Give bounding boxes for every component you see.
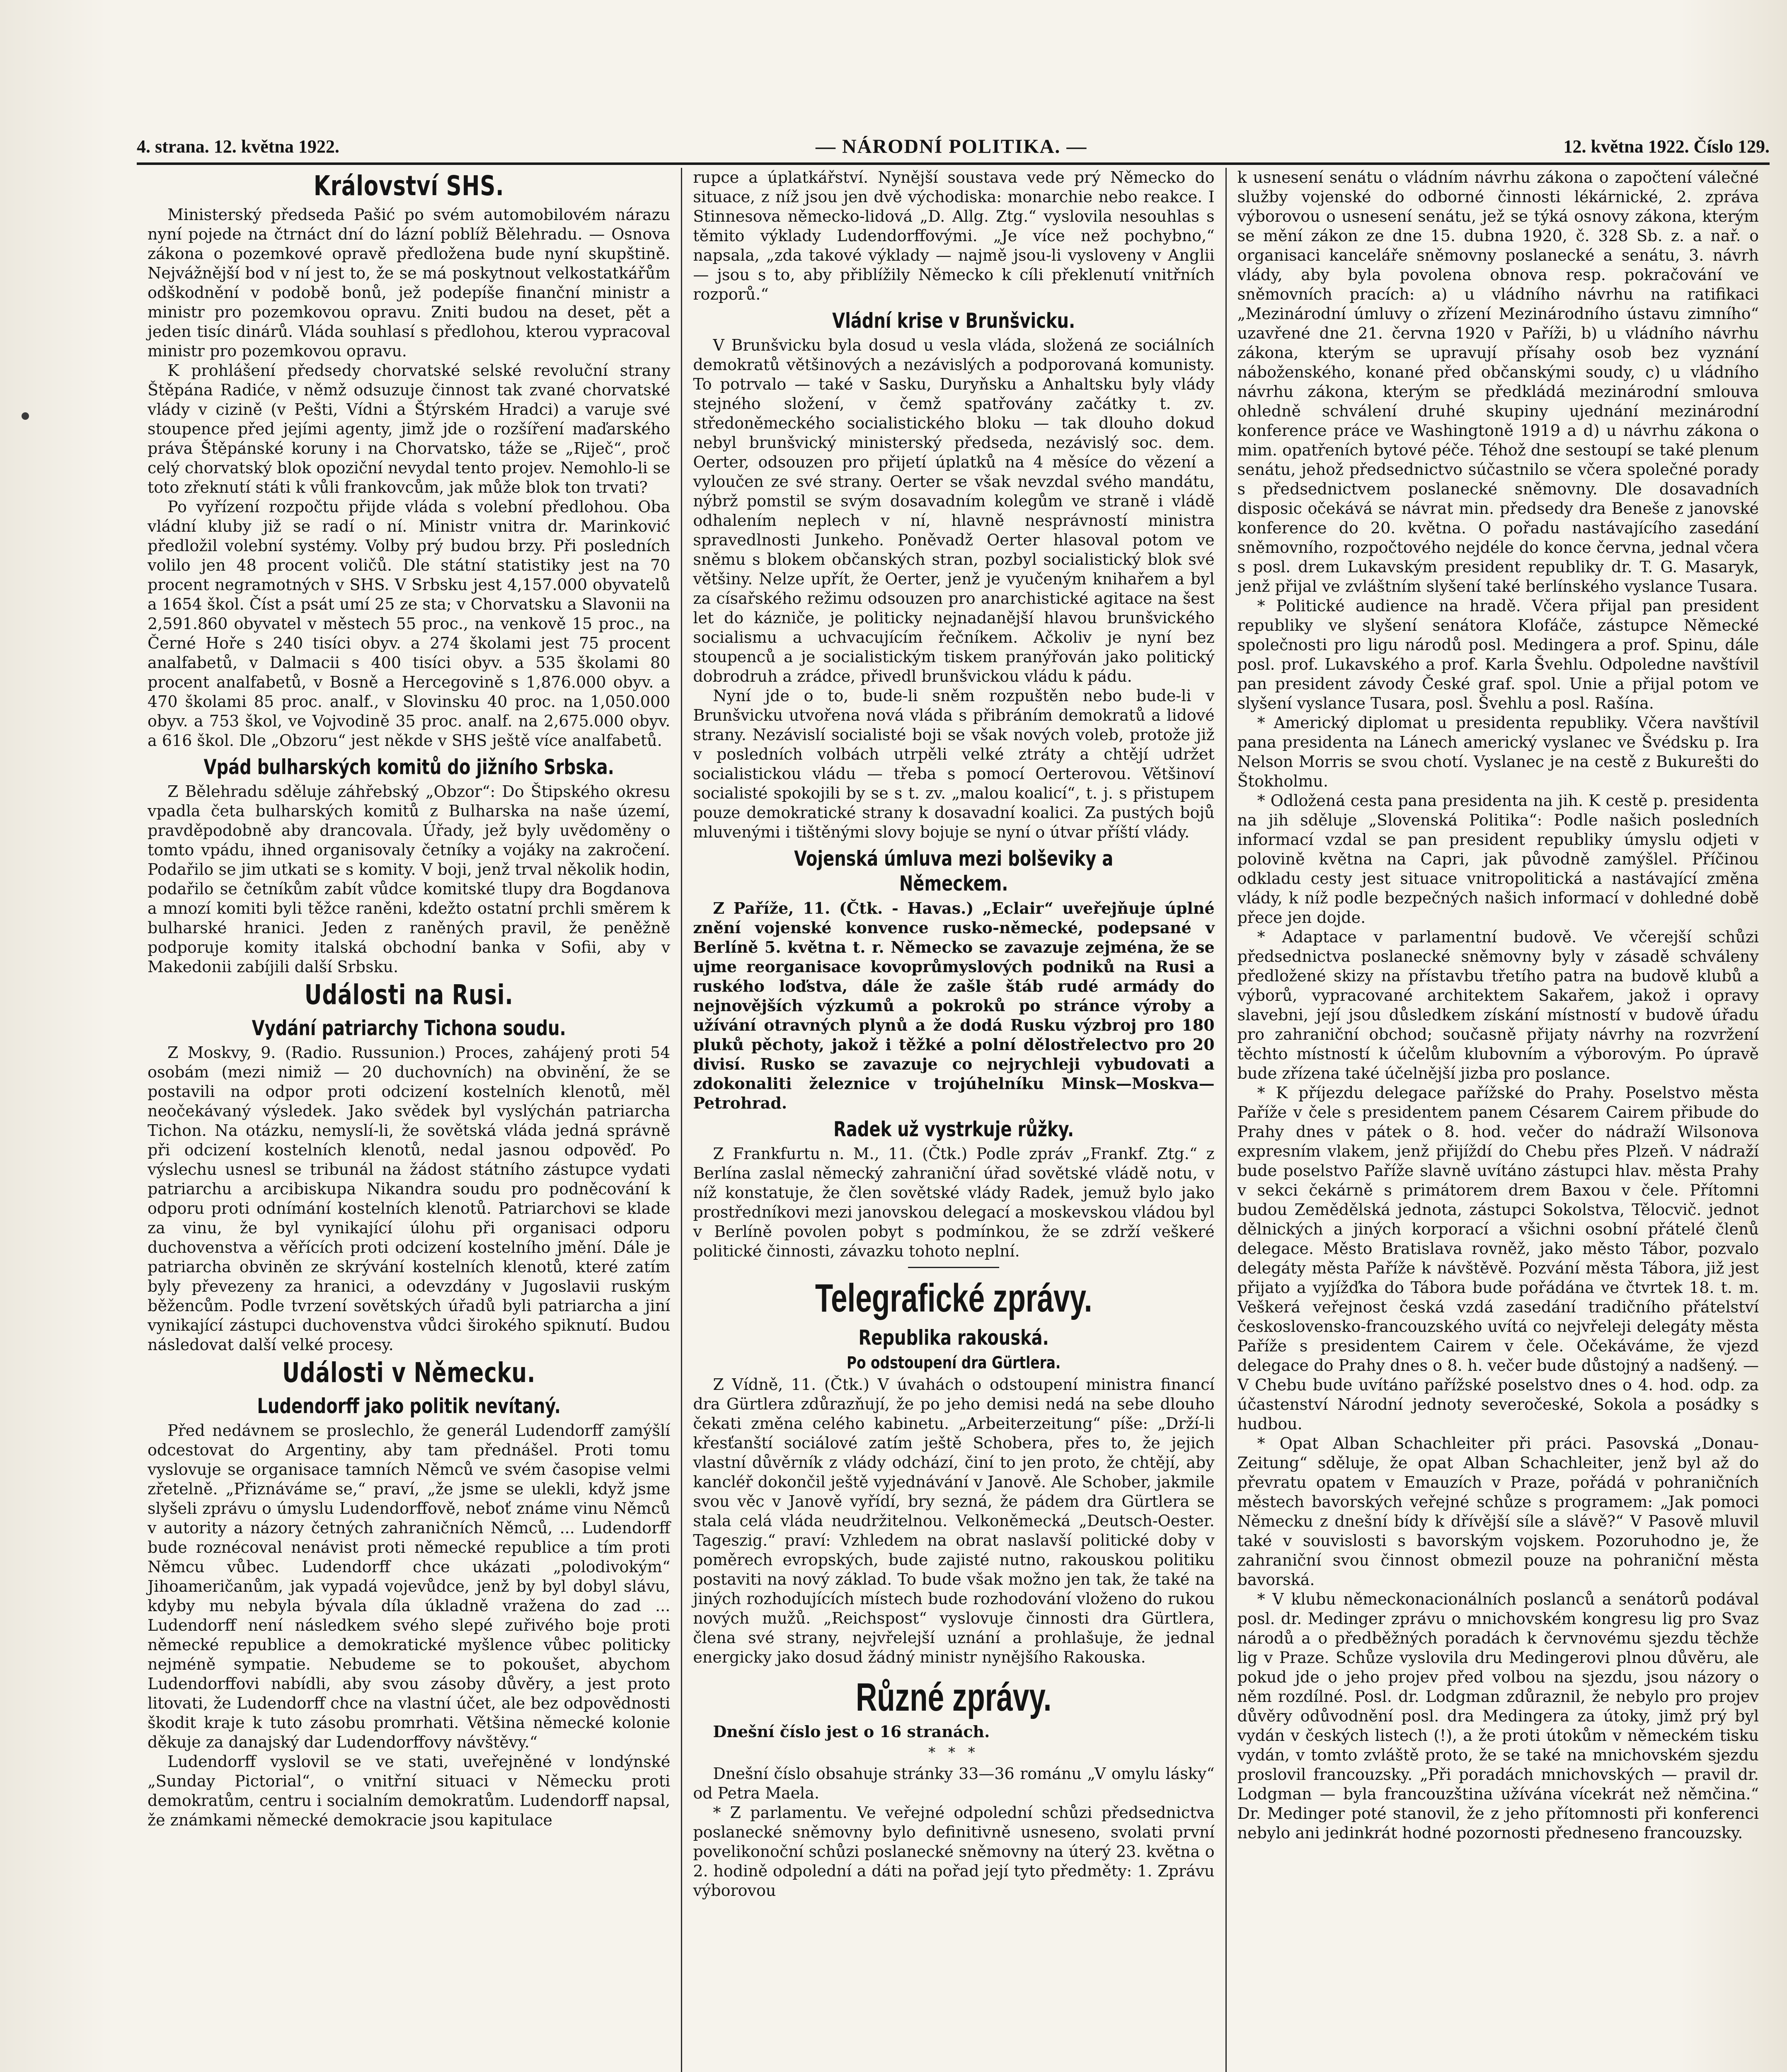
margin-mark <box>22 412 29 420</box>
article-paragraph: Z Vídně, 11. (Čtk.) V úvahách o odstoupení ministra financí dra Gürtlera zdůrazňují, že po jeho demisi nedá na sebe dlouho čekati změna celého kabinetu. „Arbeiterzeitung“ píše: „Drží-li křesťanští sociálové zatím ještě Schobera, přes to, že jejich vlastní důvěrník z vlády odchází, činí to jen proto, že chtějí, aby kancléř dokončil ještě vyjednávání v Janově. Ale Schober, jakmile svou věc v Janově vyřídí, bry sezná, že pádem dra Gürtlera se stala celá vláda neudržitelnou. Velkoněmecká „Deutsch-Oester. Tageszig.“ praví: Vzhledem na obrat naslavší politické doby v poměrech evropských, bude zajisté nutno, rakouskou politiku postaviti na nový základ. To bude však možno jen tak, že také na jiných rozhodujících místech bude rozhodování vloženo do rukou nových mužů. „Reichspost“ vyslovuje činnosti dra Gürtlera, člena své strany, nejvřelejší uznání a prohlašuje, že jednal energicky jako dosud žádný ministr nynějšího Rakouska. <box>693 1375 1215 1666</box>
columns <box>137 168 1770 2072</box>
article-paragraph: rupce a úplatkářství. Nynější soustava vede prý Německo do situace, z níž jsou jen dvě východiska: monarchie nebo reakce. I Stinnesova německo-lidová „D. Allg. Ztg.“ vyslovila nesouhlas s těmito výklady Ludendorffovými. „Je více než pochybno,“ napsala, „zda takové výklady — najmě jsou-li vysloveny v Anglii — jsou s to, aby přiblížily Německo k cíli překlenutí vnitřních rozporů.“ <box>693 168 1215 303</box>
notice: Dnešní číslo jest o 16 stranách. <box>713 1722 990 1741</box>
news-item: * V klubu německonacionálních poslanců a senátorů podával posl. dr. Medinger zprávu o mnichovském kongresu lig pro Svaz národů a o předběžných poradách k červnovému sjezdu těchže lig v Praze. Schůze vyslovila dru Medingerovi plnou důvěru, ale pokud jde o jeho projev před volbou na sjezdu, jsou názory o něm rozdílné. Posl. dr. Lodgman zdůraznil, že nebylo pro projev důvěry odůvodnění posl. dra Medingera za útoky, jimž prý byl vydán v českých listech (!), a že proti útokům v německém tisku vydán, v tomto zvláště proto, že se také na mnichovském sjezdu proslovil francouzsky. „Při poradách mnichovských — pravil dr. Lodgman — byla francouzština užívána vícekrát než němčina.“ Dr. Medinger poté stanovil, že z jeho přítomnosti při konferenci nebylo ani jedinkrát hodné pozornosti předneseno francouzsky. <box>1237 1590 1759 1842</box>
article-headline: Vojenská úmluva mezi bolševiky a Německem. <box>794 847 1114 896</box>
section-title: Telegrafické zprávy. <box>815 1276 1092 1320</box>
newspaper-title: — NÁRODNÍ POLITIKA. — <box>816 135 1087 157</box>
article-paragraph: Dnešní číslo obsahuje stránky 33—36 románu „V omylu lásky“ od Petra Maela. <box>693 1765 1215 1802</box>
news-item: * K příjezdu delegace pařížské do Prahy. Poselstvo města Paříže v čele s presidentem panem Césarem Cairem přibude do Prahy dnes v pátek o 8. hod. večer do nádraží Wilsonova expresním vlakem, jenž přijíždí do Chebu přes Plzeň. V nádraží bude poselstvo Paříže slavně uvítáno zástupci hlav. města Prahy v sekci čekárně s primátorem drem Baxou v čele. Přítomni budou Zemědělská jednota, zástupci Sokolstva, Tělocvič. jednot dělnických a jiných korporací a všichni osobní přátelé členů delegace. Město Bratislava rovněž, jako město Tábor, pozvalo delegáty města Paříže k návštěvě. Pozvání města Tábora, již jest přijato a vyjížďka do Tábora bude pořádána ve čtvrtek 18. t. m. Veškerá veřejnost česká vzdá zasedání tradičního přátelství československo-francouzského uvítá co nejvřeleji delegáty města Paříže s presidentem Cairem v čele. Očekáváme, že vjezd delegace do Prahy dnes o 8. h. večer bude důstojný a nadšený. — V Chebu bude uvítáno pařížské poselstvo dnes o 4. hod. odp. za účastenství Národní jednoty severočeské, Sokola a posádky s hudbou. <box>1237 1084 1759 1433</box>
article-subheadline: Po odstoupení dra Gürtlera. <box>847 1353 1061 1372</box>
article-headline: Radek už vystrkuje růžky. <box>833 1117 1074 1141</box>
article-paragraph: k usnesení senátu o vládním návrhu zákona o započtení válečné služby vojenské do odborné činnosti lékárnické, 2. zpráva výborovou o usnesení senátu, jež se týká osnovy zákona, kterým se mění zákon ze dne 15. dubna 1920, č. 328 Sb. z. a nař. o organisaci kanceláře sněmovny poslanecké a senátu, 3. návrh vlády, aby byla povolena obnova resp. pokračování ve sněmovních pracích: a) u vládního návrhu na ratifikaci „Mezinárodní úmluvy o zřízení Mezinárodního ústavu zimního“ uzavřené dne 21. června 1920 v Paříži, b) u vládního návrhu zákona, kterým se upravují přísahy osob bez vyznání náboženského, konané před občanskými soudy, c) u vládního návrhu zákona, kterým se předkládá mezinárodní smlouva ohledně schválení druhé skupiny ujednání mezinárodní konference práce ve Washingtoně 1919 a d) u návrhu zákona o mim. opatřeních bytové péče. Téhož dne sestoupí se také plenum senátu, jehož předsednictvo súčastnilo se včera společné porady s předsednictvem poslanecké sněmovny. Dle dosavadních disposic očekává se návrat min. předsedy dra Beneše z janovské konference do 20. května. O pořadu nastávajícího zasedání sněmovního, rozpočtového nejdéle do konce června, jednal včera s posl. drem Lukavským president republiky dr. T. G. Masaryk, jenž přijal ve zvláštním slyšení také berlínského vyslance Tusara. <box>1237 168 1759 595</box>
article-paragraph: Z Paříže, 11. (Čtk. - Havas.) „Eclair“ uveřejňuje úplné znění vojenské konvence rusko-německé, podepsané v Berlíně 5. května t. r. Německo se zavazuje zejména, že se ujme reorganisace kovoprůmyslových podniků na Rusi a ruského loďstva, dále že zašle štáb rudé armády do nejnovějších výzkumů a pokroků po stránce výroby a užívání otravných plynů a že dodá Rusku výzbroj pro 180 pluků pěchoty, jakož i těžké a polní dělostřelectvo pro 20 divisí. Rusko se zavazuje co nejrychleji vybudovati a zdokonaliti železnice v trojúhelníku Minsk—Moskva—Petrohrad. <box>693 899 1215 1112</box>
news-item: * Politické audience na hradě. Včera přijal pan president republiky ve slyšení senátora Klofáče, zástupce Německé společnosti pro ligu národů posl. Medingera a prof. Spinu, dále posl. prof. Lukavského a prof. Karla Švehlu. Odpoledne navštívil pan president závody České graf. spol. Unie a přijal potom ve slyšení vyslance Tusara, posl. Švehlu a posl. Rašína. <box>1237 597 1759 712</box>
section-title: Různé zprávy. <box>856 1675 1052 1719</box>
star-divider: * * * <box>928 1744 979 1761</box>
article-headline: Vydání patriarchy Tichona soudu. <box>252 1016 566 1040</box>
masthead-right: 12. května 1922. Číslo 129. <box>1563 136 1770 157</box>
news-item: * Odložená cesta pana presidenta na jih. K cestě p. presidenta na jih sděluje „Slovenská Politika“: Podle našich posledních informací vzdal se pan president republiky úmyslu odjeti v polovině května na Capri, jak původně zamýšlel. Příčinou odkladu cesty jest situace vnitropolitická a nastávající změna vlády, k níž podle bezpečných našich informací v dohledné době přece jen dojde. <box>1237 792 1759 927</box>
section-title: Události v Německu. <box>282 1357 536 1389</box>
masthead <box>137 132 1770 161</box>
masthead-left: 4. strana. 12. května 1922. <box>137 136 339 157</box>
article-paragraph: Před nedávnem se proslechlo, že generál Ludendorff zamýšlí odcestovat do Argentiny, aby tam přednášel. Proti tomu vyslovuje se organisace tamních Němců ve svém časopise velmi zřetelně. „Přiznáváme se,“ praví, „že jsme se ulekli, když jsme slyšeli zprávu o úmyslu Ludendorffově, neboť známe vinu Němců v autority a názory četných zahraničních Němců, ... Ludendorff bude roznécoval nenávist proti německé republice a tím proti Němcu vůbec. Ludendorff chce ukázati „polodivokým“ Jihoameričanům, jak vypadá vojevůdce, jenž by byl dobyl slávu, kdyby mu nebyla bývala díla úkladně vražena do zad ... Ludendorff není následkem svého slepé zuřivého boje proti německé republice a demokratické myšlence vůbec politicky nejméně sympatie. Nebudeme se to pokoušet, abychom Ludendorffovi nabídli, aby svou zásoby důvěry, a jest proto litovati, že Ludendorff chce na vlastní účet, ale bez odpovědnosti škodit kraje k tuto zásobu promrhati. Většina německé kolonie děkuje za danajský dar Ludendorffovy návštěvy.“ <box>148 1421 671 1751</box>
article-paragraph: Ludendorff vyslovil se ve stati, uveřejněné v londýnské „Sunday Pictorial“, o vnitřní situaci v Německu proti demokratům, centru i socialním demokratům. Ludendorff napsal, že známkami německé demokracie jsou kapitulace <box>148 1752 671 1829</box>
article-paragraph: V Brunšvicku byla dosud u vesla vláda, složená ze sociálních demokratů většinových a nezávislých a podporovaná komunisty. To potrvalo — také v Sasku, Duryňsku a Anhaltsku byly vlády stejného složení, v čemž spatřovány začátky t. zv. středoněmeckého socialistického bloku — tak dlouho dokud nebyl brunšvický ministerský předseda, nezávislý soc. dem. Oerter, odsouzen pro přijetí úplatků na 4 měsíce do vězení a vyloučen ze své strany. Oerter se však nevzdal svého mandátu, nýbrž pomstil se svým dosavadním kolegům ve straně i vládě odhalením neplech v ní, hlavně nesprávností ministra spravedlnosti Junkeho. Poněvadž Oerter hlasoval potom ve sněmu s blokem občanských stran, pozbyl socialistický blok své většiny. Nelze upřít, že Oerter, jenž je vyučeným knihařem a byl za císařského režimu odsouzen pro anarchistické agitace na šest let do kázniče, je politicky nejnadanější hlavou brunšvického socialismu a uchvacujícím řečníkem. Ačkoliv je nyní bez stoupenců a je socialistickým tiskem pranýřován jako politický dobrodruh a zrádce, přivedl brunšvickou vládu k pádu. <box>693 336 1215 685</box>
article-headline: Vládní krise v Brunšvicku. <box>832 309 1075 333</box>
article-paragraph: Z Bělehradu sděluje záhřebský „Obzor“: Do Štipského okresu vpadla četa bulharských komitů z Bulharska na naše území, pravděpodobně aby drancovala. Úřady, jež byly uvědoměny o tomto vpádu, ihned organisovaly četníky a vojáky na zakročení. Podařilo se jim utkati se s komity. V boji, jenž trval několik hodin, podařilo se četníkům zabít vůdce komitské tlupy dra Bogdanova a mnozí komiti byli těžce raněni, kdežto ostatní prchli směrem k bulharské hranici. Jeden z raněných pravil, že peněžně podporuje komity italská obchodní banka v Sofii, aby v Makedonii zabíjili další Srbsku. <box>148 782 671 976</box>
news-item: * Adaptace v parlamentní budově. Ve včerejší schůzi předsednictva poslanecké sněmovny byly v zásadě schváleny předložené skizy na přístavbu třetího patra na budově klubů a výborů, vypracované architektem Sakařem, jakož i opravy slavebni, její jsou důsledkem získání místností v budově úřadu pro zahraniční obchod; současně přijaty návrhy na rozvržení těchto místností k účelům klubovním a výborovým. Po úpravě bude zřízena také účelnější jizba pro poslance. <box>1237 928 1759 1082</box>
article-paragraph: Nyní jde o to, bude-li sněm rozpuštěn nebo bude-li v Brunšvicku utvořena nová vláda s přibráním demokratů a lidové strany. Nezávislí socialisté boji se však nových voleb, protože již v posledních volbách utrpěli velké ztráty a chtějí udržet socialistickou vládu — třeba s pomocí Oerterovou. Většinoví socialisté spokojili by se s t. zv. „malou koalicí“, t. j. s přistupem pouze demokratické strany k dosavadní koalici. Za pustých bojů mluvenými i tištěnými slovy bojuje se nyní o útvar příští vlády. <box>693 687 1215 841</box>
article-headline: Vpád bulharských komitů do jižního Srbska. <box>203 755 614 779</box>
section-title: Události na Rusi. <box>304 979 513 1011</box>
column-2 <box>681 168 1225 2072</box>
article-paragraph: Z Frankfurtu n. M., 11. (Čtk.) Podle zpráv „Frankf. Ztg.“ z Berlína zaslal německý zahraniční úřad sovětské vládě notu, v níž konstatuje, že člen sovětské vlády Radek, jemuž bylo jako prostředníkovi mezi janovskou delegací a moskevskou vládou byl v Berlíně povolen pobyt s podmínkou, že se zdrží veškeré politické činnosti, závazku tohoto neplní. <box>693 1145 1215 1260</box>
article-paragraph: * Z parlamentu. Ve veřejné odpolední schůzi předsednictva poslanecké sněmovny bylo definitivně usneseno, svolati první povelikonoční schůzi poslanecké sněmovny na úterý 23. května o 2. hodině odpolední a dáti na pořad její tyto předměty: 1. Zprávu výborovou <box>693 1803 1215 1900</box>
news-item: * Americký diplomat u presidenta republiky. Včera navštívil pana presidenta na Lánech americký vyslanec ve Švédsku p. Ira Nelson Morris se svou chotí. Vyslanec je na cestě z Bukurešti do Štokholmu. <box>1237 714 1759 790</box>
masthead-rule <box>137 162 1770 165</box>
article-headline: Ludendorff jako politik nevítaný. <box>257 1394 561 1418</box>
article-paragraph: Ministerský předseda Pašić po svém automobilovém nárazu nyní pojede na čtrnáct dní do lázní poblíž Bělehradu. — Osnova zákona o pozemkové opravě předložena bude nyní skupštině. Nejvážnější bod v ní jest to, že se má poskytnout velkostatkářům odškodnění v podobě bonů, jež podepíše finanční ministr a ministr pro pozemkovou opravu. Zniti budou na deset, pět a jeden tisíc dinárů. Vláda souhlasí s předlohou, kterou vypracoval ministr pro pozemkovou opravu. <box>148 206 671 360</box>
column-3 <box>1225 168 1770 2072</box>
article-paragraph: Z Moskvy, 9. (Radio. Russunion.) Proces, zahájený proti 54 osobám (mezi nimiž — 20 duchovních) na obvinění, že se postavili na odpor proti odcizení kostelních klenotů, měl neočekávaný výsledek. Jako svědek byl vyslýchán patriarcha Tichon. Na otázku, nemyslí-li, že sovětská vláda jedná správně při odcizení kostelních klenotů, nedal jasnou odpověď. Po výslechu usnesl se tribunál na žádost státního zástupce vydati patriarchu a arcibiskupa Nikandra soudu pro podněcování k odporu proti odnímání kostelních klenotů. Patriarchovi se klade za vinu, že byl vynikající úlohu při organisaci odporu duchovenstva a věřících proti odcizení kostelního jmění. Dále je patriarcha obviněn ze skrývání kostelních klenotů, které zatím byly převezeny za hranici, a odevzdány v Jugoslavii ruským běžencům. Podle tvrzení sovětských úřadů byli patriarcha a jiní vynikající zástupci duchovenstva vůdci širokého spiknutí. Budou následovat další velké procesy. <box>148 1043 671 1354</box>
article-headline: Republika rakouská. <box>858 1326 1049 1350</box>
news-item: * Opat Alban Schachleiter při práci. Pasovská „Donau-Zeitung“ sděluje, že opat Alban Schachleiter, jenž byl až do převratu opatem v Emauzích v Praze, pořádá v pohraničních městech bavorských veřejné schůze s programem: „Jak pomoci Německu z dnešní bídy k dřívější síle a slávě?“ V Pasově mluvil také v souvislosti s bavorským vojskem. Pozoruhodno je, že zahraniční svou činnost obmezil pouze na pohraniční města bavorská. <box>1237 1434 1759 1589</box>
article-paragraph: Po vyřízení rozpočtu přijde vláda s volební předlohou. Oba vládní kluby již se radí o ní. Ministr vnitra dr. Marinković předložil volební systémy. Volby prý budou brzy. Při posledních volilo jen 48 procent voličů. Dle státní statistiky jest na 70 procent negramotných v SHS. V Srbsku jest 4,157.000 obyvatelů a 1654 škol. Číst a psát umí 25 ze sta; v Chorvatsku a Slavonii na 2,591.860 obyvatel v městech 55 proc., na venkově 15 proc., na Černé Hoře s 240 tisíci obyv. a 274 školami jest 75 procent analfabetů, v Dalmacii s 400 tisíci obyv. a 535 školami 80 procent analfabetů, v Bosně a Hercegovině s 1,876.000 obyv. a 470 školami 85 proc. analf., v Slovinsku 40 proc. na 1,050.000 obyv. a 753 škol, ve Vojvodině 35 proc. analf. na 2,675.000 obyv. a 616 škol. Dle „Obzoru“ jest někde v SHS ještě více analfabetů. <box>148 498 671 750</box>
column-1 <box>137 168 681 2072</box>
article-paragraph: K prohlášení předsedy chorvatské selské revoluční strany Štěpána Radiće, v němž odsuzuje činnost tak zvané chorvatské vlády v cizině (v Pešti, Vídni a Štýrském Hradci) a varuje své stoupence před jejími agenty, jimž jde o rozšíření maďarského práva Štěpánské koruny i na Chorvatsko, táže se „Riječ“, proč celý chorvatský blok opoziční nevydal tento projev. Nemohlo-li se toto zřeknutí státi k vůli frankovcům, jak může blok ton trvati? <box>148 361 671 496</box>
section-divider <box>908 1267 999 1268</box>
section-title: Království SHS. <box>313 170 504 202</box>
